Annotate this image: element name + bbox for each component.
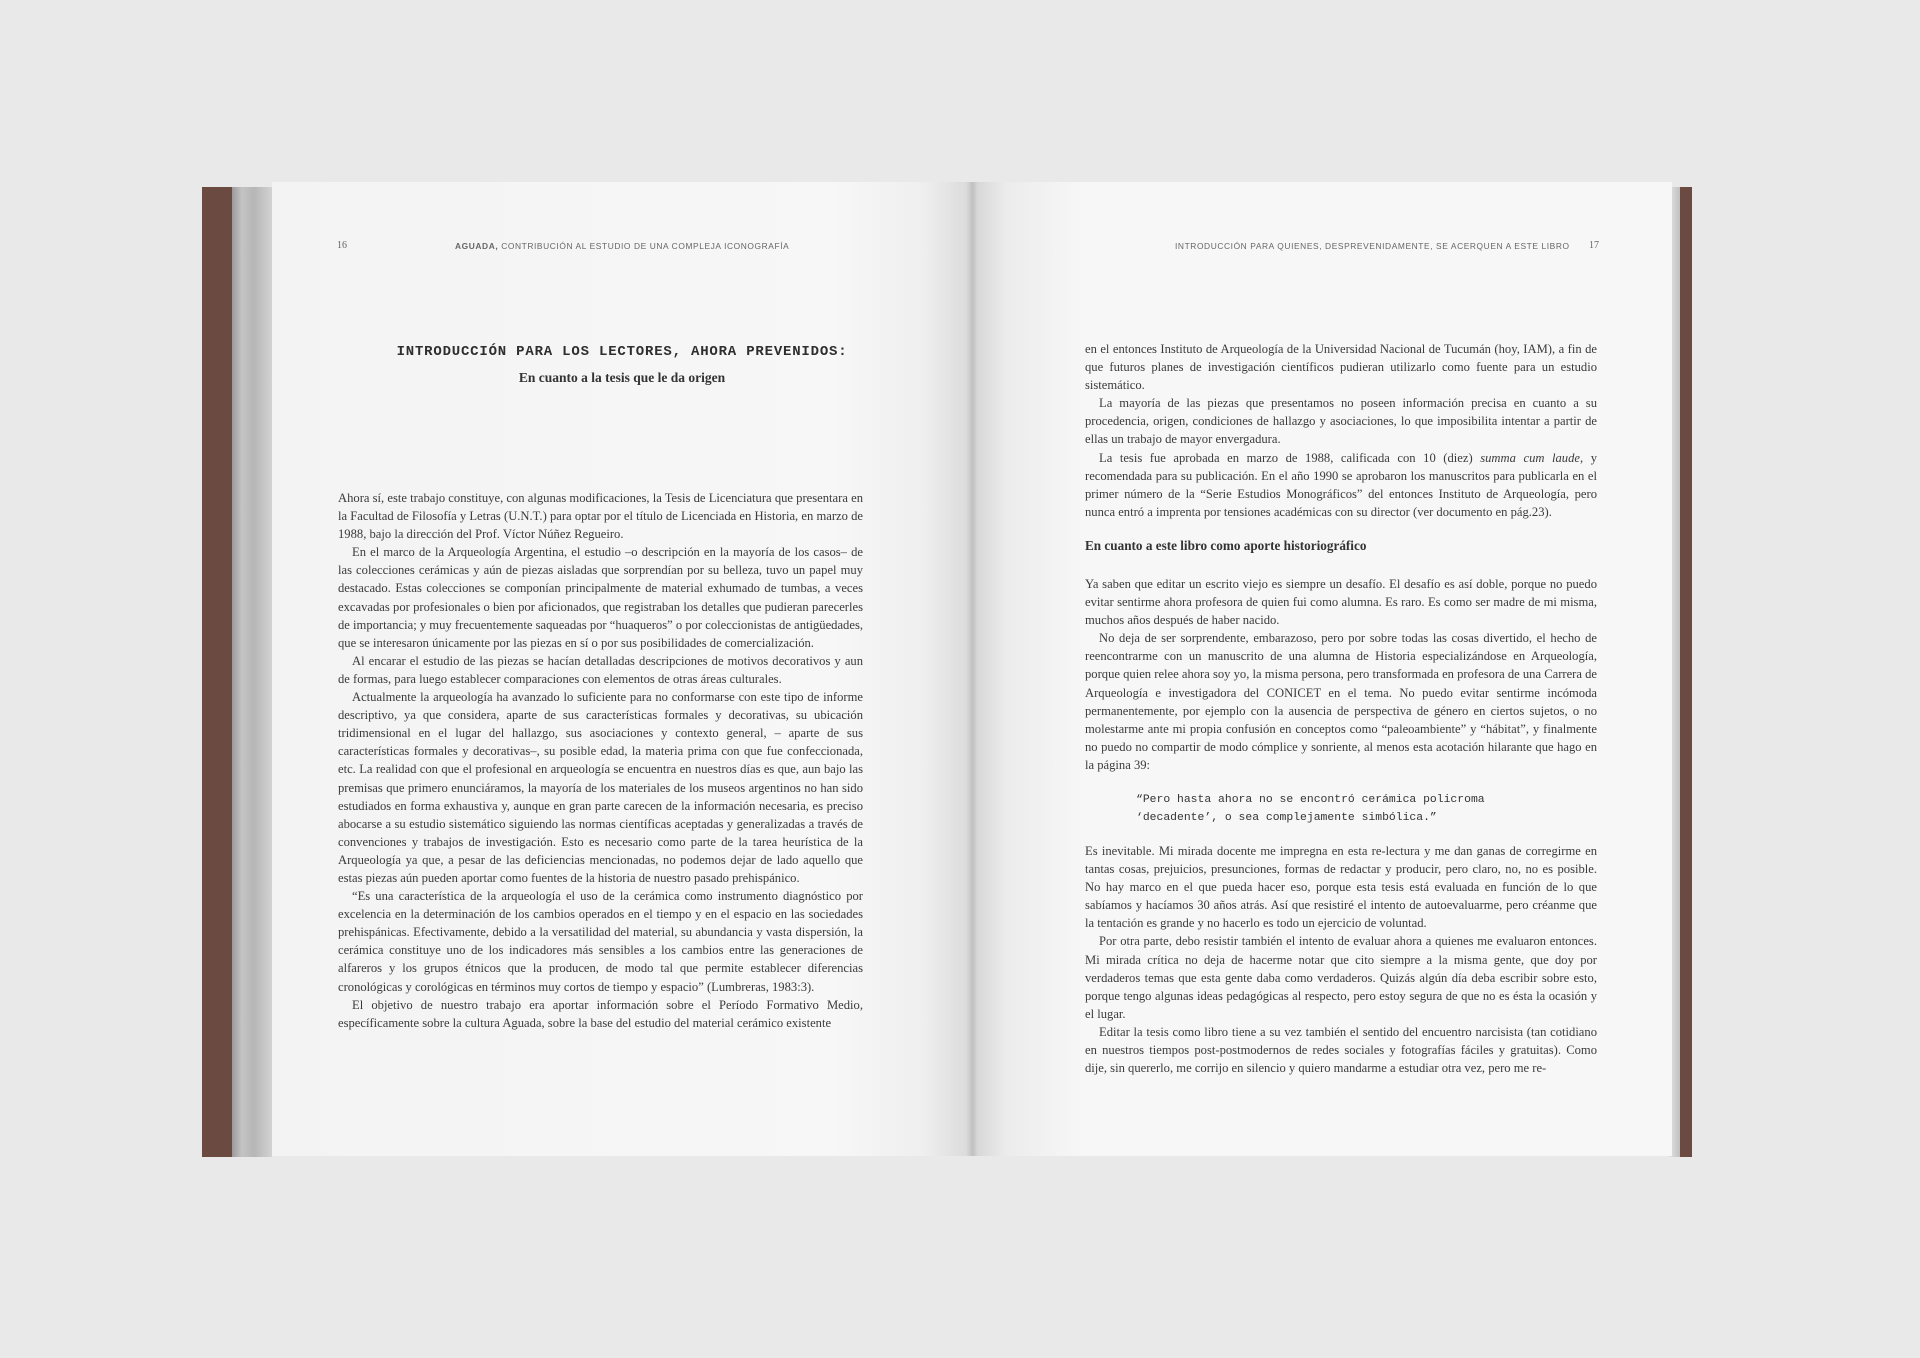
thesis-text-after: , y recomendada para su publicación. En el año 1990 se aprobaron los manuscritos para publicarla en el primer número de la “Serie Estudios Monográficos” del entonces Instituto de Arqueología, pero nunca entró a imprenta por tensiones académicas con su director (ver documento en pág.23). — [1085, 450, 1598, 519]
paragraph: Ahora sí, este trabajo constituye, con algunas modificaciones, la Tesis de Licenciatura que presentara en la Facultad de Filosofía y Letras (U.N.T.) para optar por el título de Licenciada en Historia, en marzo de 1988, bajo la dirección del Prof. Víctor Núñez Regueiro. — [338, 491, 863, 542]
paragraph: Por otra parte, debo resistir también el intento de evaluar ahora a quienes me evaluaron entonces. Mi mirada crítica no deja de hacerme notar que cito siempre a la misma gente, que doy por verdaderos temas que esta gente daba como verdaderos. Quizás algún día deba escribir sobre esto, porque tengo algunas ideas pedagógicas al respecto, pero estoy segura de que no es ésta la ocasión y el lugar. — [1085, 934, 1597, 1021]
paragraph: En el marco de la Arqueología Argentina, el estudio –o descripción en la mayoría de los casos– de las colecciones cerámicas y aún de piezas aisladas que sorprendían por su belleza, tuvo un papel muy destacado. Estas colecciones se componían principalmente de material exhumado de tumbas, a veces excavadas por profesionales o bien por aficionados, que registraban los detalles que pudieran parecerles de importancia; y muy frecuentemente saqueadas por “huaqueros” o por coleccionistas de antigüedades, que se interesaron únicamente por las piezas en sí o por sus posibilidades de comercialización. — [338, 545, 863, 650]
chapter-subtitle: En cuanto a la tesis que le da origen — [518, 370, 726, 385]
paragraph: El objetivo de nuestro trabajo era aportar información sobre el Período Formativo Medio, específicamente sobre la cultura Aguada, sobre la base del estudio del material cerámico existente — [338, 997, 863, 1030]
page-block-edge-left — [232, 187, 272, 1157]
left-page — [272, 182, 972, 1156]
left-page-number: 16 — [337, 240, 347, 251]
quote-line: “Pero hasta ahora no se encontró cerámica policroma — [1136, 794, 1485, 806]
right-body-top — [1085, 340, 1597, 521]
left-running-head-strong: AGUADA, — [455, 241, 499, 251]
right-body-mid — [1085, 575, 1597, 774]
paragraph: Ya saben que editar un escrito viejo es siempre un desafío. El desafío es así doble, porque no puedo evitar sentirme ahora profesora de quien fui como alumna. Es raro. Es como ser madre de mi misma, muchos años después de haber nacido. — [1085, 577, 1597, 628]
left-body-text — [338, 489, 863, 1032]
quote-line: ‘decadente’, o sea complejamente simbólica.” — [1136, 812, 1437, 824]
book-cover-left — [202, 187, 232, 1157]
left-running-head-rest: CONTRIBUCIÓN AL ESTUDIO DE UNA COMPLEJA ICONOGRAFÍA — [498, 241, 790, 251]
book-cover-right — [1680, 187, 1692, 1157]
chapter-title: INTRODUCCIÓN PARA LOS LECTORES, AHORA PREVENIDOS: — [396, 344, 848, 360]
right-page — [972, 182, 1672, 1156]
right-body-bottom — [1085, 842, 1597, 1077]
paragraph — [1085, 449, 1597, 521]
left-running-head — [455, 241, 789, 251]
thesis-text-before: La tesis fue aprobada en marzo de 1988, calificada con 10 (diez) — [1099, 450, 1481, 465]
section-heading: En cuanto a este libro como aporte historiográfico — [1085, 538, 1367, 553]
paragraph: La mayoría de las piezas que presentamos no poseen información precisa en cuanto a su procedencia, origen, condiciones de hallazgo y asociaciones, lo que imposibilita intentar a partir de ellas un trabajo de mayor envergadura. — [1085, 396, 1597, 447]
paragraph: No deja de ser sorprendente, embarazoso, pero por sobre todas las cosas divertido, el hecho de reencontrarme con un manuscrito de una alumna de Historia especializándose en Arqueología, porque quien relee ahora soy yo, la misma persona, pero transformada en profesora de una Carrera de Arqueología e investigadora del CONICET en el tema. No puedo evitar sentirme incómoda permanentemente, por ejemplo con la ausencia de perspectiva de género en ciertos sujetos, o no molestarme ante mi propia confusión en conceptos como “paleoambiente” y “hábitat”, y finalmente no puedo no compartir de modo cómplice y sonriente, al menos esta acotación hilarante que hago en la página 39: — [1085, 631, 1597, 772]
right-page-number: 17 — [1589, 240, 1599, 251]
paragraph: Al encarar el estudio de las piezas se hacían detalladas descripciones de motivos decorativos y aun de formas, para luego establecer comparaciones con elementos de otras áreas culturales. — [338, 653, 863, 686]
paragraph: Actualmente la arqueología ha avanzado lo suficiente para no conformarse con este tipo de informe descriptivo, ya que considera, aparte de sus características formales y decorativas, su ubicación tridimensional en el lugar del hallazgo, sus asociaciones y contexto general, – aparte de sus características formales y decorativas–, su posible edad, la materia prima con que fue confeccionada, etc. La realidad con que el profesional en arqueología se encuentra en nuestros días es que, aun bajo las premisas que primero enunciáramos, la mayoría de los materiales de los museos argentinos no han sido estudiados en forma exhaustiva y, aunque en gran parte carecen de la información necesaria, es preciso abocarse a su estudio sistemático siguiendo las normas científicas aceptadas y generalizadas a través de convenciones y trabajos de investigación. Esto es necesario como parte de la tarea heurística de la Arqueología ya que, a pesar de las deficiencias mencionadas, no podemos dejar de lado aquello que estas piezas aún pueden aportar como fuentes de la historia de nuestro pasado prehispánico. — [338, 690, 863, 885]
block-quote — [1136, 791, 1556, 827]
thesis-text-italic: summa cum laude — [1480, 450, 1580, 465]
paragraph: “Es una característica de la arqueología el uso de la cerámica como instrumento diagnóstico por excelencia en la determinación de los cambios operados en el tiempo y en el espacio en las sociedades prehispánicas. Efectivamente, debido a la versatilidad del material, su abundancia y vasta dispersión, la cerámica constituye uno de los indicadores más sensibles a los cambios entre las generaciones de alfareros y los grupos étnicos que la producen, de modo tal que permite establecer diferencias cronológicas y corológicas en términos muy cortos de tiempo y espacio” (Lumbreras, 1983:3). — [338, 889, 863, 994]
paragraph: en el entonces Instituto de Arqueología de la Universidad Nacional de Tucumán (hoy, IAM), a fin de que futuros planes de investigación científicos pudieran utilizarlo como fuente para un estudio sistemático. — [1085, 342, 1597, 393]
paragraph: Editar la tesis como libro tiene a su vez también el sentido del encuentro narcisista (tan cotidiano en nuestros tiempos post-postmodernos de redes sociales y fotografías fáciles y gratuitas). Como dije, sin quererlo, me corrijo en silencio y quiero mandarme a estudiar otra vez, pero me re- — [1085, 1024, 1597, 1076]
book-gutter-shadow — [966, 182, 978, 1156]
paragraph: Es inevitable. Mi mirada docente me impregna en esta re-lectura y me dan ganas de corregirme en tantas cosas, prejuicios, presunciones, formas de redactar y producir, pero claro, no, no es posible. No hay marco en el que pueda hacer eso, porque esta tesis está evaluada en función de lo que sabíamos y hacíamos 30 años atrás. Así que resistiré el intento de autoevaluarme, pero créanme que la tentación es grande y no hacerlo es todo un ejercicio de voluntad. — [1085, 844, 1597, 931]
right-running-head: INTRODUCCIÓN PARA QUIENES, DESPREVENIDAMENTE, SE ACERQUEN A ESTE LIBRO — [1175, 241, 1570, 251]
